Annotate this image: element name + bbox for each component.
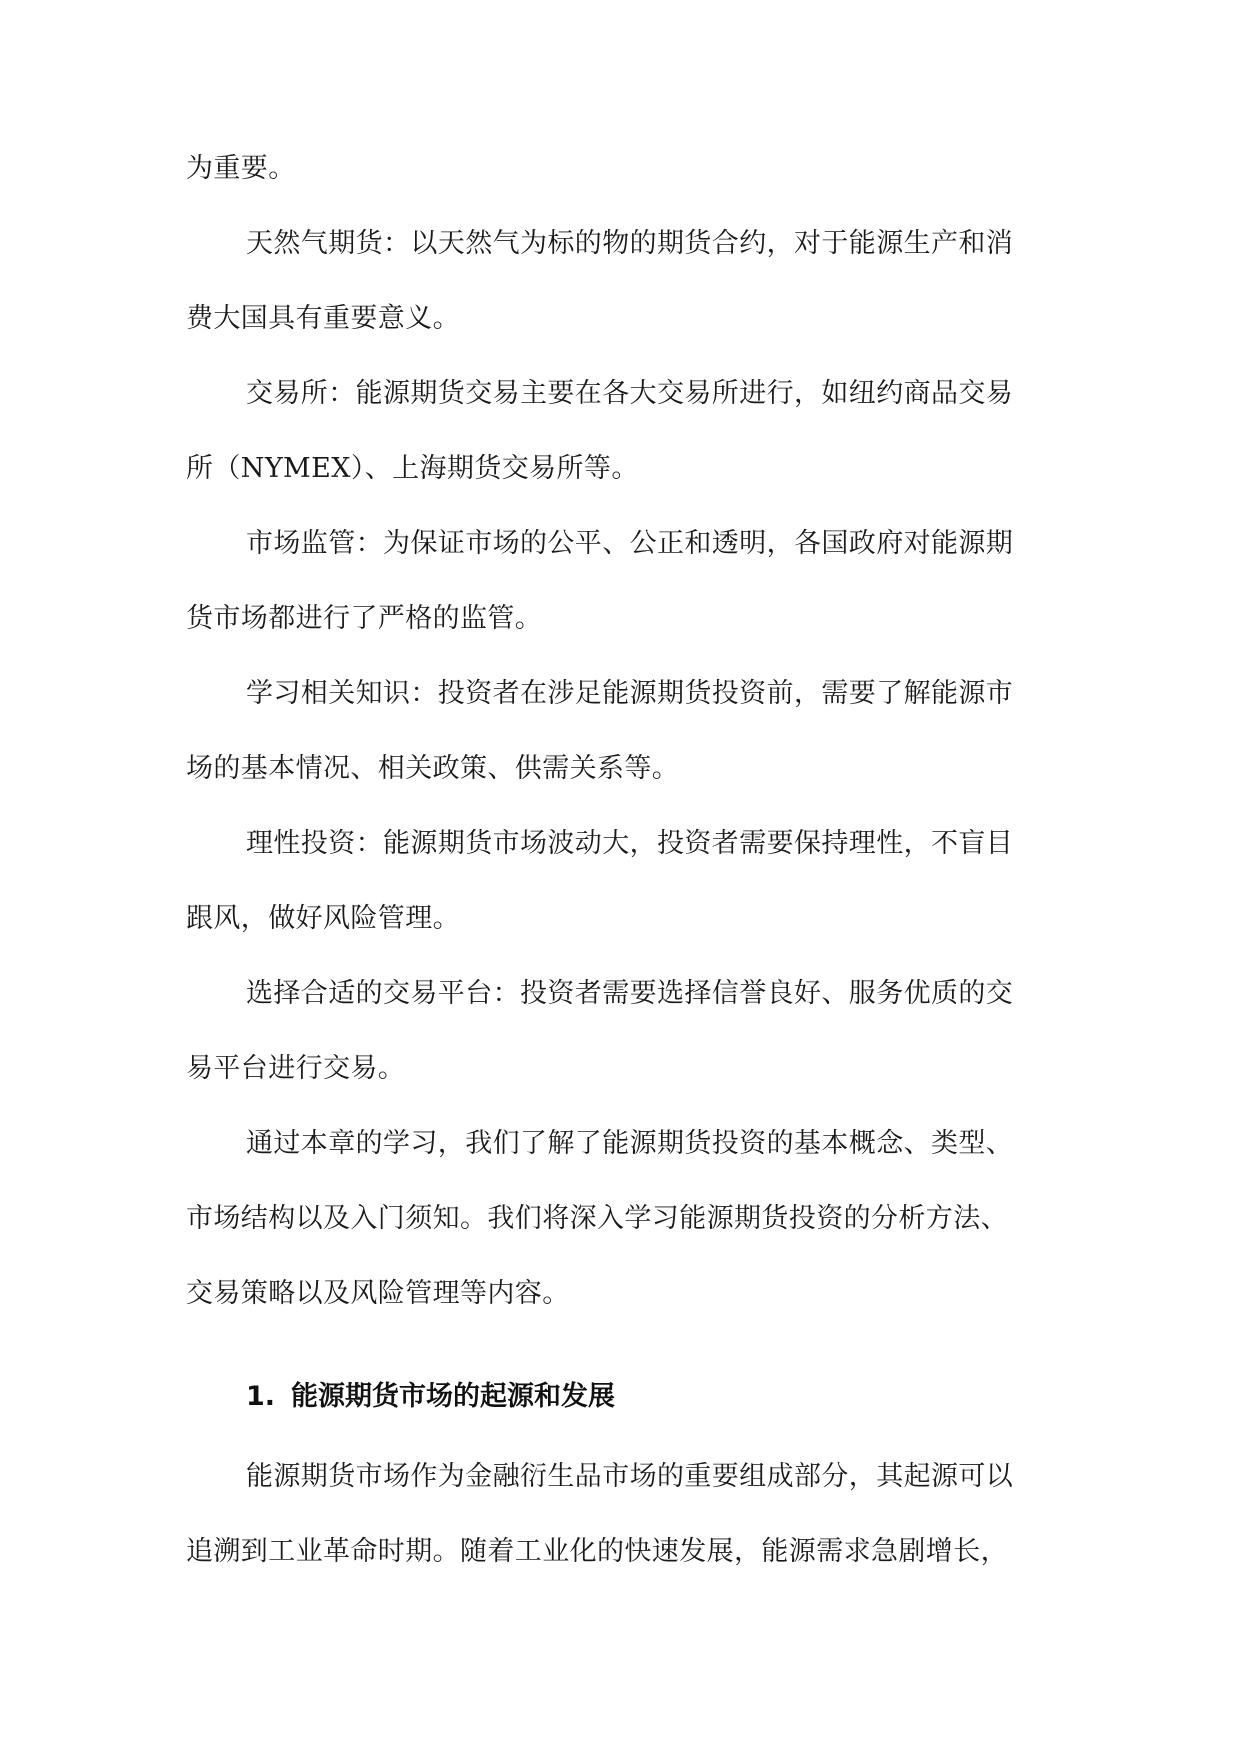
text-line: 交易所：能源期货交易主要在各大交易所进行，如纽约商品交易: [246, 378, 1014, 409]
text-line: 所（NYMEX）、上海期货交易所等。: [186, 453, 639, 484]
text-line: 为重要。: [186, 153, 296, 184]
section-title: 能源期货市场的起源和发展: [291, 1381, 616, 1412]
text-line: 学习相关知识：投资者在涉足能源期货投资前，需要了解能源市: [246, 678, 1014, 709]
text-line: 能源期货市场作为金融衍生品市场的重要组成部分，其起源可以: [246, 1461, 1014, 1492]
text-line: 场的基本情况、相关政策、供需关系等。: [186, 753, 680, 784]
text-line: 追溯到工业革命时期。随着工业化的快速发展，能源需求急剧增长，: [186, 1536, 1008, 1567]
text-line: 跟风，做好风险管理。: [186, 903, 460, 934]
section-heading: [246, 1378, 615, 1416]
text-line: 选择合适的交易平台：投资者需要选择信誉良好、服务优质的交: [246, 978, 1014, 1009]
text-line: 通过本章的学习，我们了解了能源期货投资的基本概念、类型、: [246, 1128, 1014, 1159]
text-line: 易平台进行交易。: [186, 1053, 406, 1084]
text-line: 市场结构以及入门须知。我们将深入学习能源期货投资的分析方法、: [186, 1203, 1008, 1234]
text-line: 理性投资：能源期货市场波动大，投资者需要保持理性，不盲目: [246, 828, 1014, 859]
text-line: 货市场都进行了严格的监管。: [186, 603, 543, 634]
text-line: 天然气期货：以天然气为标的物的期货合约，对于能源生产和消: [246, 228, 1014, 259]
section-number: 1.: [246, 1381, 276, 1412]
text-line: 交易策略以及风险管理等内容。: [186, 1278, 570, 1309]
text-line: 市场监管：为保证市场的公平、公正和透明，各国政府对能源期: [246, 528, 1014, 559]
text-line: 费大国具有重要意义。: [186, 303, 460, 334]
